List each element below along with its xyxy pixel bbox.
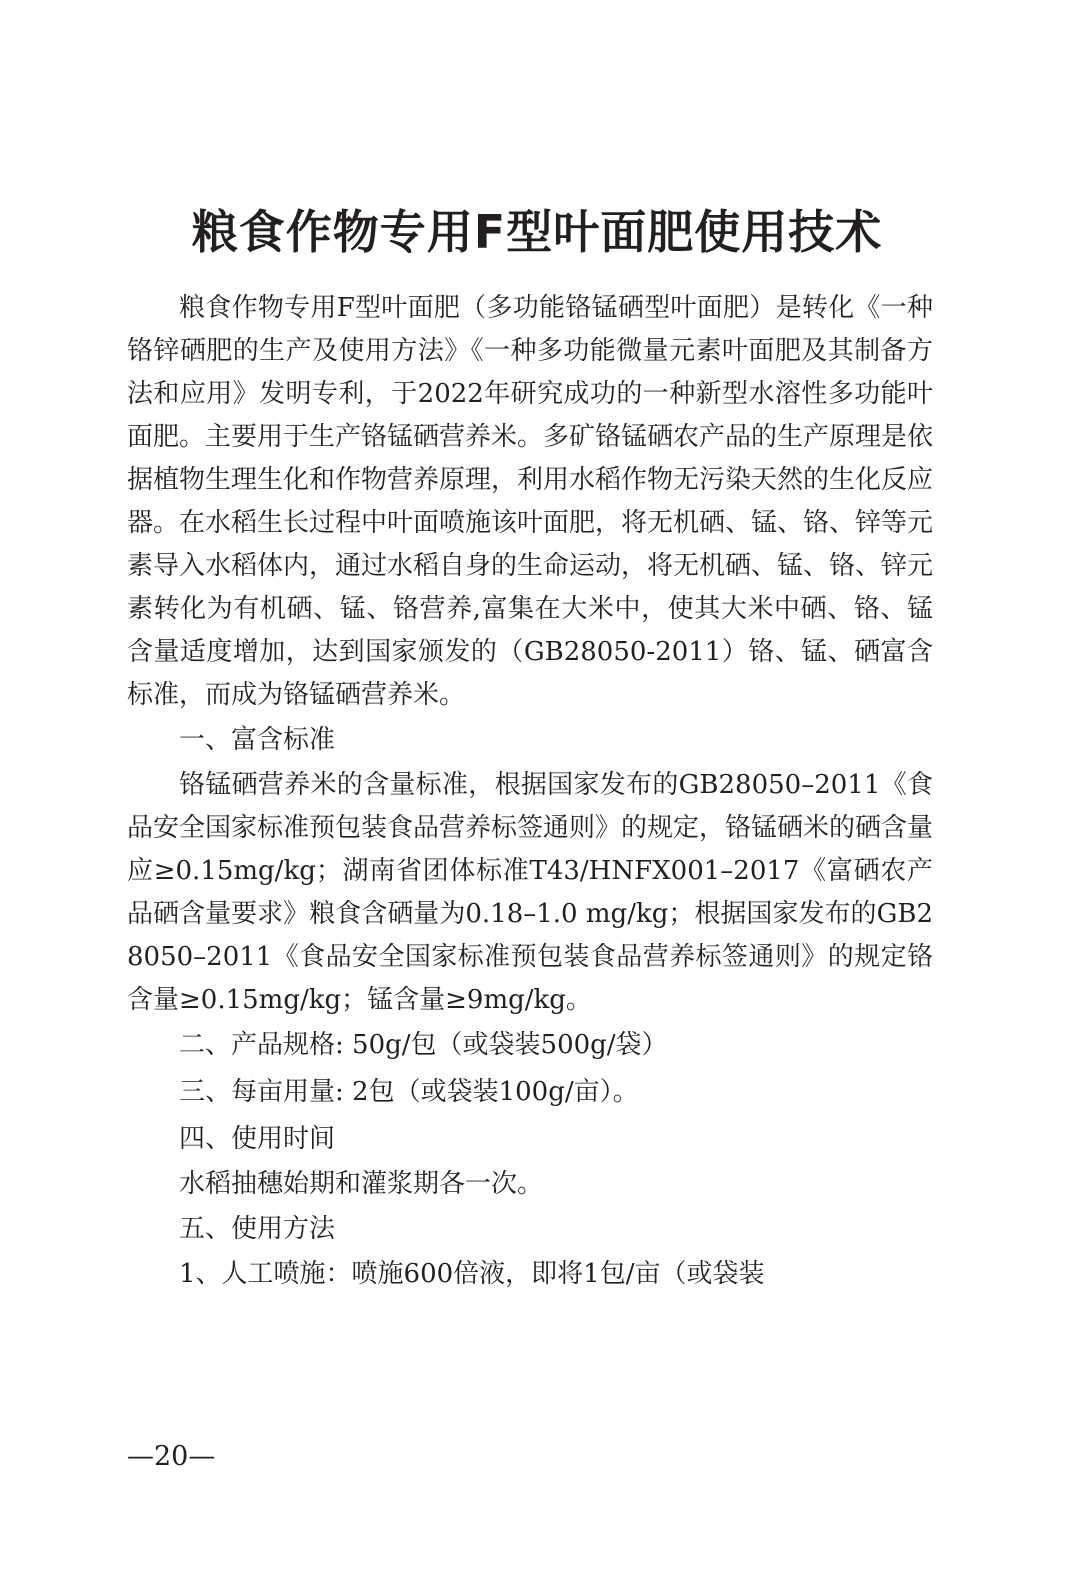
method-paragraph: 1、人工喷施：喷施600倍液，即将1包/亩（或袋装 <box>179 1259 765 1289</box>
product-spec-value: : 50g/包（或袋装500g/袋） <box>335 1030 668 1060</box>
product-spec-line <box>127 1022 933 1069</box>
section-heading-timing: 四、使用时间 <box>179 1124 336 1154</box>
dosage-label: 三、每亩用量 <box>179 1077 336 1107</box>
page-number: —20— <box>127 1441 216 1472</box>
document-title: 粮食作物专用F型叶面肥使用技术 <box>191 205 883 259</box>
standard-paragraph: 铬锰硒营养米的含量标准，根据国家发布的GB28050–2011《食品安全国家标准预包装食品营养标签通则》的规定，铬锰硒米的硒含量应≥0.15mg/kg；湖南省团体标准T43/HNFX001–2017《富硒农产品硒含量要求》粮食含硒量为0.18–1.0 mg/kg；根据国家发布的GB28050–2011《食品安全国家标准预包装食品营养标签通则》的规定铬含量≥0.15mg/kg；锰含量≥9mg/kg。 <box>127 770 934 1015</box>
section-heading-method: 五、使用方法 <box>179 1214 336 1244</box>
section-heading-standard: 一、富含标准 <box>179 725 336 755</box>
intro-paragraph: 粮食作物专用F型叶面肥（多功能铬锰硒型叶面肥）是转化《一种铬锌硒肥的生产及使用方法》《一种多功能微量元素叶面肥及其制备方法和应用》发明专利，于2022年研究成功的一种新型水溶性多功能叶面肥。主要用于生产铬锰硒营养米。多矿铬锰硒农产品的生产原理是依据植物生理生化和作物营养原理，利用水稻作物无污染天然的生化反应器。在水稻生长过程中叶面喷施该叶面肥，将无机硒、锰、铬、锌等元素导入水稻体内，通过水稻自身的生命运动，将无机硒、锰、铬、锌元素转化为有机硒、锰、铬营养,富集在大米中，使其大米中硒、铬、锰含量适度增加，达到国家颁发的（GB28050-2011）铬、锰、硒富含标准，而成为铬锰硒营养米。 <box>127 293 934 710</box>
dosage-value: : 2包（或袋装100g/亩）。 <box>335 1077 639 1107</box>
document-body <box>127 287 933 1296</box>
timing-paragraph: 水稻抽穗始期和灌浆期各一次。 <box>179 1169 544 1199</box>
product-spec-label: 二、产品规格 <box>179 1030 336 1060</box>
dosage-line <box>127 1069 933 1116</box>
